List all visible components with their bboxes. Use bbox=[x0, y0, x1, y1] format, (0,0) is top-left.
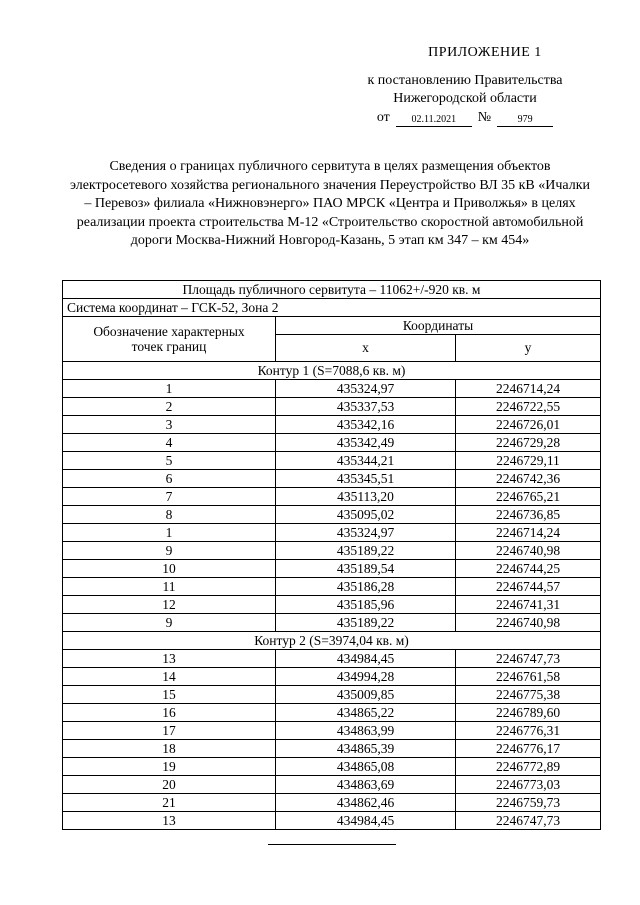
point-cell: 18 bbox=[63, 740, 276, 758]
table-row bbox=[63, 398, 601, 416]
table-row bbox=[63, 488, 601, 506]
point-cell: 14 bbox=[63, 668, 276, 686]
y-cell: 2246736,85 bbox=[456, 506, 601, 524]
point-cell: 9 bbox=[63, 614, 276, 632]
y-cell: 2246722,55 bbox=[456, 398, 601, 416]
x-cell: 435342,49 bbox=[276, 434, 456, 452]
x-cell: 435342,16 bbox=[276, 416, 456, 434]
point-cell: 13 bbox=[63, 650, 276, 668]
y-cell: 2246772,89 bbox=[456, 758, 601, 776]
decree-line: к постановлению Правительства bbox=[367, 73, 563, 88]
x-cell: 435324,97 bbox=[276, 524, 456, 542]
x-cell: 435189,22 bbox=[276, 542, 456, 560]
y-cell: 2246729,28 bbox=[456, 434, 601, 452]
y-cell: 2246775,38 bbox=[456, 686, 601, 704]
point-cell: 8 bbox=[63, 506, 276, 524]
table-row bbox=[63, 434, 601, 452]
x-cell: 434865,08 bbox=[276, 758, 456, 776]
table-row bbox=[63, 614, 601, 632]
from-label: от bbox=[376, 110, 390, 125]
x-cell: 434865,22 bbox=[276, 704, 456, 722]
x-cell: 435189,54 bbox=[276, 560, 456, 578]
point-cell: 3 bbox=[63, 416, 276, 434]
y-cell: 2246765,21 bbox=[456, 488, 601, 506]
y-cell: 2246744,57 bbox=[456, 578, 601, 596]
point-cell: 13 bbox=[63, 812, 276, 830]
contour-title: Контур 2 (S=3974,04 кв. м) bbox=[63, 632, 601, 650]
y-cell: 2246741,31 bbox=[456, 596, 601, 614]
point-cell: 21 bbox=[63, 794, 276, 812]
contour-title-row bbox=[63, 632, 601, 650]
contour-title: Контур 1 (S=7088,6 кв. м) bbox=[63, 362, 601, 380]
x-cell: 434863,69 bbox=[276, 776, 456, 794]
x-cell: 435095,02 bbox=[276, 506, 456, 524]
y-cell: 2246789,60 bbox=[456, 704, 601, 722]
appendix-label: ПРИЛОЖЕНИЕ 1 bbox=[428, 45, 542, 60]
y-cell: 2246761,58 bbox=[456, 668, 601, 686]
y-cell: 2246740,98 bbox=[456, 614, 601, 632]
table-row bbox=[63, 704, 601, 722]
table-row bbox=[63, 686, 601, 704]
table-row bbox=[63, 596, 601, 614]
table-row bbox=[63, 776, 601, 794]
coordinate-system-cell: Система координат – ГСК-52, Зона 2 bbox=[63, 299, 601, 317]
y-header: y bbox=[456, 335, 601, 362]
table-row bbox=[63, 560, 601, 578]
point-cell: 20 bbox=[63, 776, 276, 794]
y-cell: 2246740,98 bbox=[456, 542, 601, 560]
table-row bbox=[63, 812, 601, 830]
contour-title-row bbox=[63, 362, 601, 380]
point-cell: 6 bbox=[63, 470, 276, 488]
y-cell: 2246744,25 bbox=[456, 560, 601, 578]
y-cell: 2246714,24 bbox=[456, 380, 601, 398]
table-row bbox=[63, 380, 601, 398]
table-row bbox=[63, 578, 601, 596]
point-cell: 1 bbox=[63, 380, 276, 398]
point-cell: 11 bbox=[63, 578, 276, 596]
coords-header: Координаты bbox=[276, 317, 601, 335]
x-cell: 434994,28 bbox=[276, 668, 456, 686]
point-cell: 9 bbox=[63, 542, 276, 560]
point-cell: 16 bbox=[63, 704, 276, 722]
y-cell: 2246759,73 bbox=[456, 794, 601, 812]
x-cell: 435345,51 bbox=[276, 470, 456, 488]
points-header: Обозначение характерных точек границ bbox=[63, 317, 276, 362]
y-cell: 2246747,73 bbox=[456, 650, 601, 668]
point-cell: 2 bbox=[63, 398, 276, 416]
x-cell: 435113,20 bbox=[276, 488, 456, 506]
header-row bbox=[63, 317, 601, 335]
table-row bbox=[63, 416, 601, 434]
point-cell: 1 bbox=[63, 524, 276, 542]
table-row bbox=[63, 542, 601, 560]
point-cell: 12 bbox=[63, 596, 276, 614]
point-cell: 17 bbox=[63, 722, 276, 740]
point-cell: 15 bbox=[63, 686, 276, 704]
coordinates-table bbox=[62, 280, 601, 830]
x-cell: 434984,45 bbox=[276, 650, 456, 668]
table-row bbox=[63, 794, 601, 812]
signature-line bbox=[268, 844, 396, 845]
table-row bbox=[63, 758, 601, 776]
x-cell: 435337,53 bbox=[276, 398, 456, 416]
y-cell: 2246729,11 bbox=[456, 452, 601, 470]
x-cell: 435189,22 bbox=[276, 614, 456, 632]
area-row bbox=[63, 281, 601, 299]
region-line: Нижегородской области bbox=[393, 91, 537, 106]
point-cell: 19 bbox=[63, 758, 276, 776]
table-row bbox=[63, 470, 601, 488]
table-row bbox=[63, 740, 601, 758]
x-header: x bbox=[276, 335, 456, 362]
table-row bbox=[63, 506, 601, 524]
x-cell: 434862,46 bbox=[276, 794, 456, 812]
x-cell: 435009,85 bbox=[276, 686, 456, 704]
table-row bbox=[63, 524, 601, 542]
x-cell: 434865,39 bbox=[276, 740, 456, 758]
point-cell: 4 bbox=[63, 434, 276, 452]
table-row bbox=[63, 452, 601, 470]
y-cell: 2246747,73 bbox=[456, 812, 601, 830]
y-cell: 2246776,17 bbox=[456, 740, 601, 758]
point-cell: 7 bbox=[63, 488, 276, 506]
y-cell: 2246742,36 bbox=[456, 470, 601, 488]
x-cell: 434863,99 bbox=[276, 722, 456, 740]
number-label: № bbox=[477, 110, 492, 125]
system-row bbox=[63, 299, 601, 317]
x-cell: 435324,97 bbox=[276, 380, 456, 398]
point-cell: 10 bbox=[63, 560, 276, 578]
x-cell: 435185,96 bbox=[276, 596, 456, 614]
y-cell: 2246773,03 bbox=[456, 776, 601, 794]
y-cell: 2246776,31 bbox=[456, 722, 601, 740]
decree-date: 02.11.2021 bbox=[396, 114, 472, 127]
date-line bbox=[350, 109, 580, 127]
x-cell: 434984,45 bbox=[276, 812, 456, 830]
y-cell: 2246726,01 bbox=[456, 416, 601, 434]
header-block bbox=[350, 44, 580, 127]
table-row bbox=[63, 722, 601, 740]
x-cell: 435186,28 bbox=[276, 578, 456, 596]
table-row bbox=[63, 668, 601, 686]
y-cell: 2246714,24 bbox=[456, 524, 601, 542]
document-title: Сведения о границах публичного сервитута в целях размещения объектов электросетевого хозяйства регионального значения Переустройство ВЛ 35 кВ «Ичалки – Перевоз» филиала «Нижновэнерго» ПАО МРСК «Центра и Приволжья» в целях реализации проекта строительства М-12 «Строительство скоростной автомобильной дороги Москва-Нижний Новгород-Казань, 5 этап км 347 – км 454» bbox=[69, 159, 591, 248]
x-cell: 435344,21 bbox=[276, 452, 456, 470]
table-row bbox=[63, 650, 601, 668]
decree-number: 979 bbox=[497, 114, 553, 127]
point-cell: 5 bbox=[63, 452, 276, 470]
area-cell: Площадь публичного сервитута – 11062+/-920 кв. м bbox=[63, 281, 601, 299]
